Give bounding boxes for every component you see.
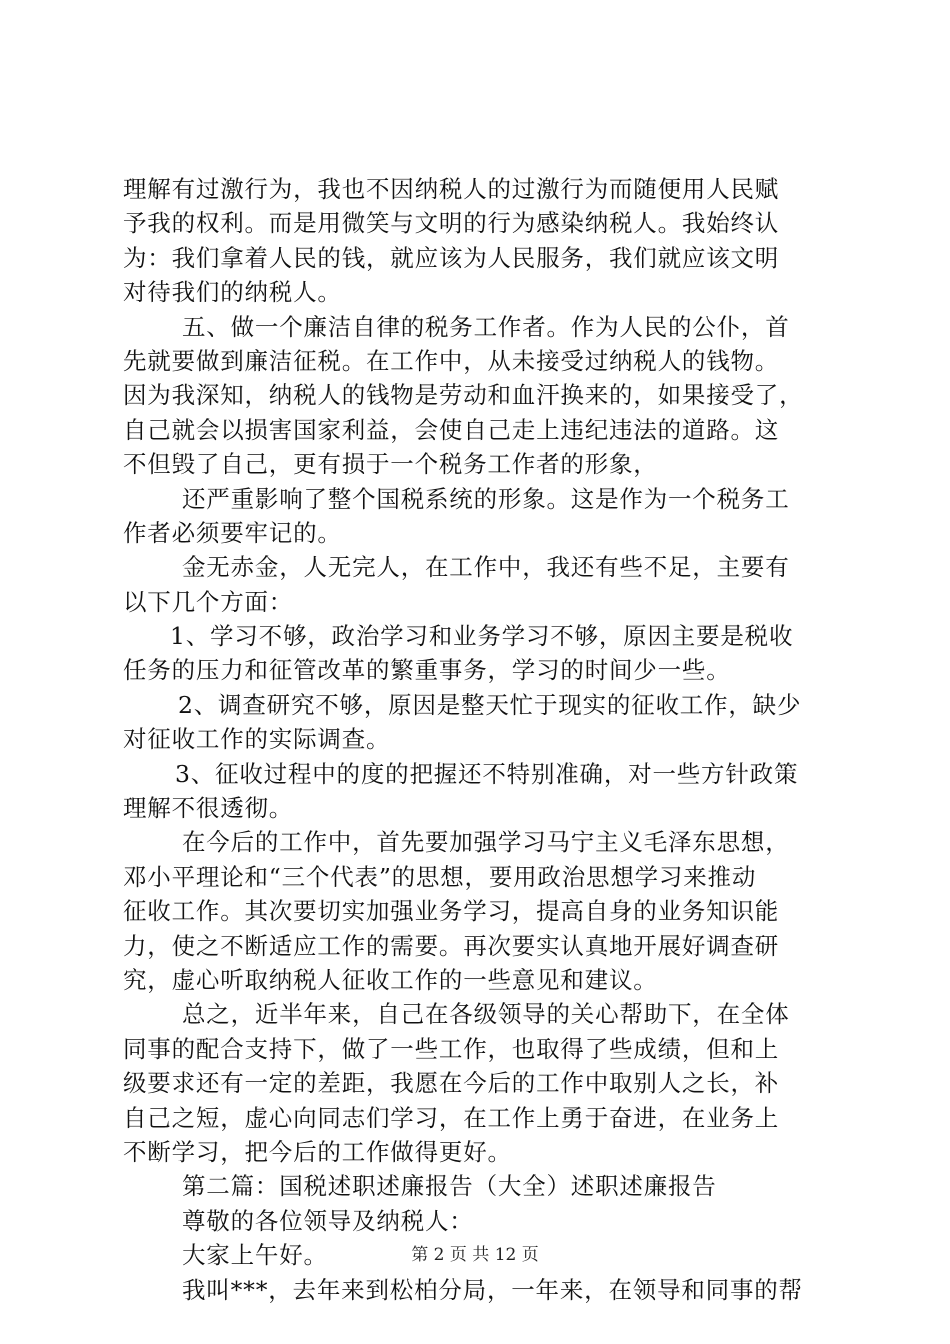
text-line: 我叫***，去年来到松柏分局，一年来，在领导和同事的帮 <box>182 1275 803 1304</box>
text-line: 作者必须要牢记的。 <box>123 518 342 547</box>
text-line: 为：我们拿着人民的钱，就应该为人民服务，我们就应该文明 <box>123 243 780 272</box>
text-line: 同事的配合支持下，做了一些工作，也取得了些成绩，但和上 <box>123 1034 780 1063</box>
text-line: 对待我们的纳税人。 <box>123 278 342 307</box>
text-line: 1、学习不够，政治学习和业务学习不够，原因主要是税收 <box>170 622 794 651</box>
text-line: 征收工作。其次要切实加强业务学习，提高自身的业务知识能 <box>123 897 780 926</box>
text-line: 任务的压力和征管改革的繁重事务，学习的时间少一些。 <box>123 656 731 685</box>
text-line: 究，虚心听取纳税人征收工作的一些意见和建议。 <box>123 965 658 994</box>
text-line: 总之，近半年来，自己在各级领导的关心帮助下，在全体 <box>182 1000 790 1029</box>
text-line: 大家上午好。 <box>182 1241 328 1270</box>
text-line: 对征收工作的实际调查。 <box>123 725 391 754</box>
page-number-footer: 第 2 页 共 12 页 <box>411 1245 539 1265</box>
text-line: 还严重影响了整个国税系统的形象。这是作为一个税务工 <box>182 484 790 513</box>
text-line: 金无赤金，人无完人，在工作中，我还有些不足，主要有 <box>182 553 790 582</box>
text-line: 3、征收过程中的度的把握还不特别准确，对一些方针政策 <box>175 759 799 788</box>
text-line: 在今后的工作中，首先要加强学习马宁主义毛泽东思想， <box>182 828 790 857</box>
text-line: 予我的权利。而是用微笑与文明的行为感染纳税人。我始终认 <box>123 209 780 238</box>
text-line: 因为我深知，纳税人的钱物是劳动和血汗换来的，如果接受了， <box>123 381 804 410</box>
text-line: 五、做一个廉洁自律的税务工作者。作为人民的公仆，首 <box>182 312 790 341</box>
text-line: 级要求还有一定的差距，我愿在今后的工作中取别人之长，补 <box>123 1069 780 1098</box>
section-heading: 第二篇：国税述职述廉报告（大全）述职述廉报告 <box>182 1172 717 1201</box>
text-line: 不但毁了自己，更有损于一个税务工作者的形象， <box>123 450 658 479</box>
text-line: 理解不很透彻。 <box>123 794 294 823</box>
text-line: 2、调查研究不够，原因是整天忙于现实的征收工作，缺少 <box>178 690 802 719</box>
text-line: 力，使之不断适应工作的需要。再次要实认真地开展好调查研 <box>123 931 780 960</box>
document-body <box>123 172 835 1307</box>
text-line: 理解有过激行为，我也不因纳税人的过激行为而随便用人民赋 <box>123 175 780 203</box>
text-line: 不断学习，把今后的工作做得更好。 <box>123 1137 512 1166</box>
text-line: 先就要做到廉洁征税。在工作中，从未接受过纳税人的钱物。 <box>123 346 780 375</box>
text-line: 以下几个方面： <box>123 587 294 616</box>
text-line: 自己之短，虚心向同志们学习，在工作上勇于奋进，在业务上 <box>123 1103 780 1132</box>
text-line: 尊敬的各位领导及纳税人： <box>182 1206 474 1235</box>
text-line: 邓小平理论和“三个代表”的思想，要用政治思想学习来推动 <box>123 862 757 891</box>
text-line: 自己就会以损害国家利益，会使自己走上违纪违法的道路。这 <box>123 415 780 444</box>
